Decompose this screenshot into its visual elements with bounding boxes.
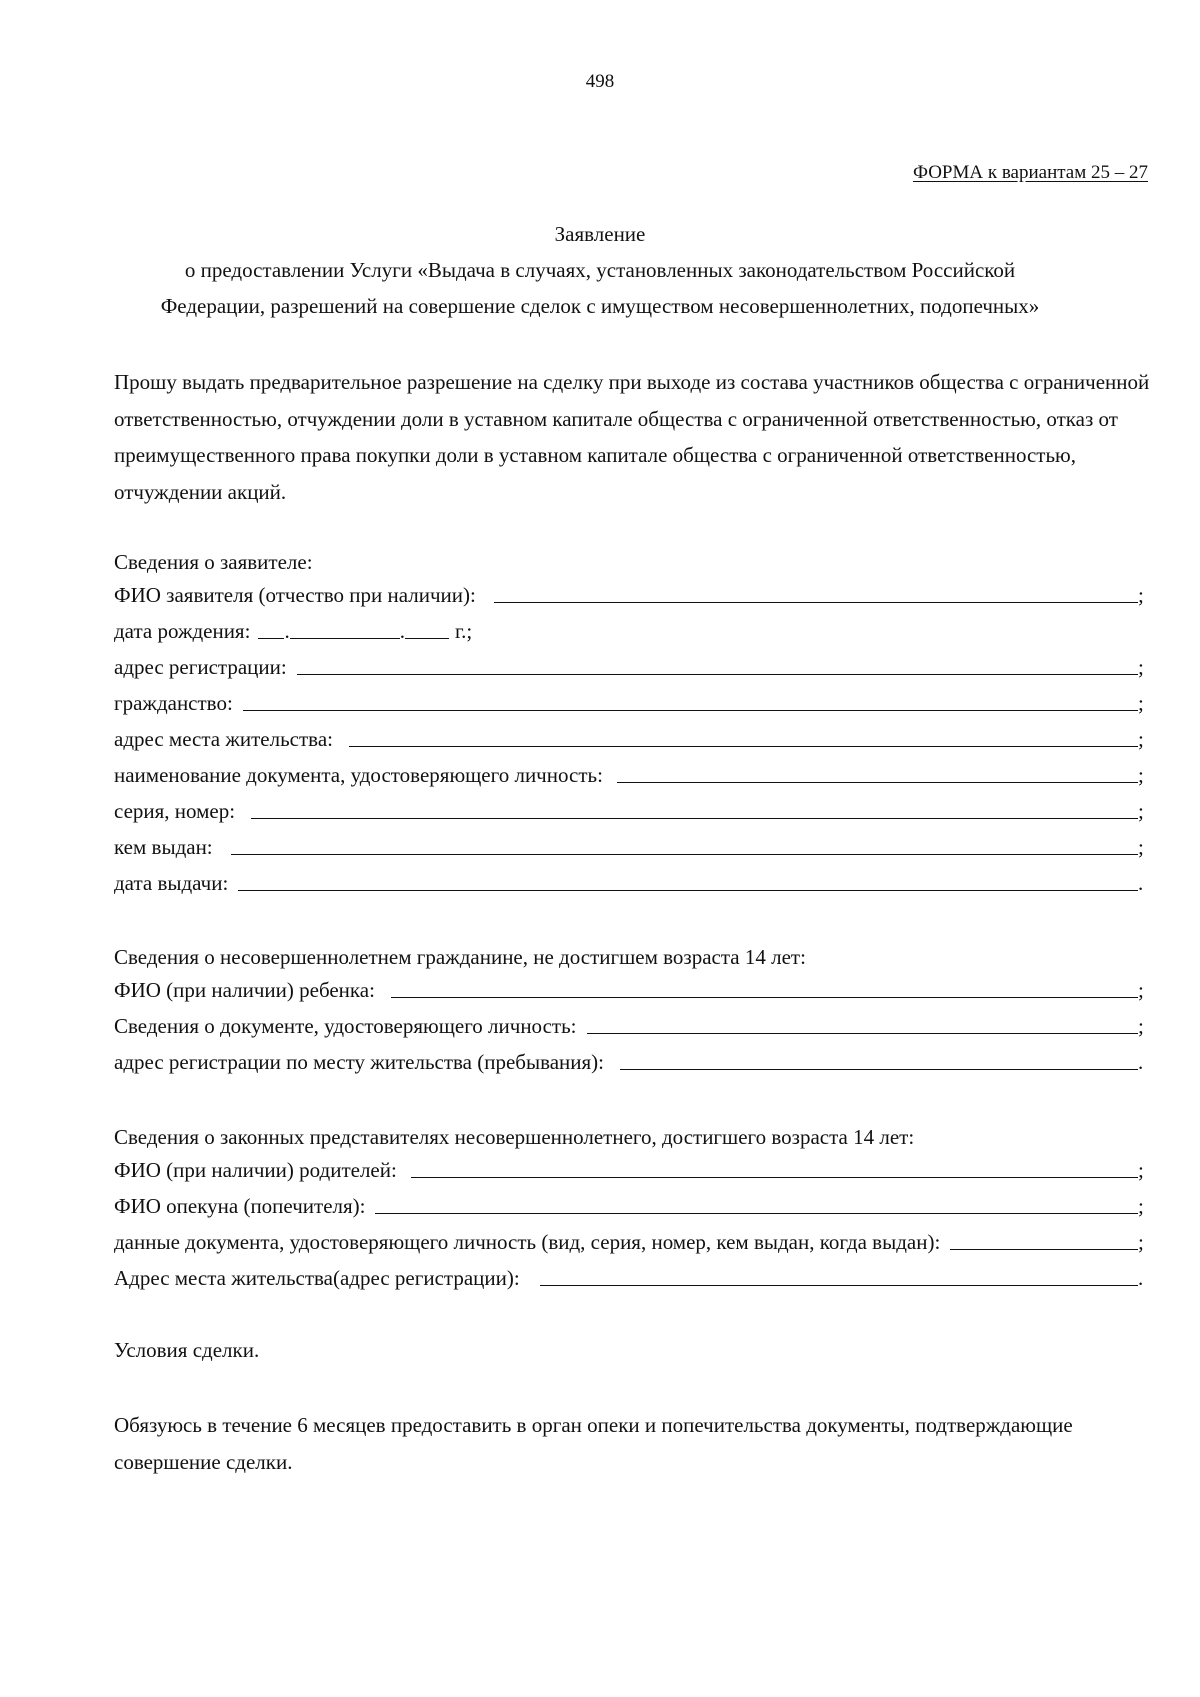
field-label: адрес регистрации: [114, 655, 287, 679]
request-paragraph: Прошу выдать предварительное разрешение на сделку при выходе из состава участников общества с ограниченной ответственностью, отчуждении доли в уставном капитале общества с ограниченной ответственностью, отказ от преимущественного права покупки доли в уставном капитале общества с ограниченной ответственностью, отчуждении акций. [114, 370, 1150, 504]
registration-address-input[interactable] [297, 650, 1138, 675]
field-label: ФИО опекуна (попечителя): [114, 1194, 366, 1218]
field-label: дата выдачи: [114, 871, 229, 895]
parents-name-field[interactable]: ФИО (при наличии) родителей: ; [114, 1153, 1148, 1183]
guardian-name-field[interactable]: ФИО опекуна (попечителя): ; [114, 1189, 1148, 1219]
child-name-input[interactable] [391, 973, 1138, 998]
applicant-residence-field[interactable]: адрес места жительства: ; [114, 722, 1148, 752]
deal-conditions: Условия сделки. [114, 1338, 260, 1362]
residence-address-input[interactable] [349, 722, 1138, 747]
representative-address-input[interactable] [540, 1261, 1138, 1286]
form-reference: ФОРМА к вариантам 25 – 27 [912, 162, 1148, 183]
applicant-issued-by-field[interactable]: кем выдан: ; [114, 830, 1148, 860]
applicant-name-input[interactable] [494, 578, 1138, 603]
citizenship-input[interactable] [243, 686, 1138, 711]
document-title: Заявление [554, 222, 646, 246]
field-label: адрес регистрации по месту жительства (пребывания): [114, 1050, 605, 1074]
child-registration-input[interactable] [620, 1045, 1138, 1070]
child-document-field[interactable]: Сведения о документе, удостоверяющего личность: ; [114, 1009, 1148, 1039]
field-label: данные документа, удостоверяющего личность (вид, серия, номер, кем выдан, когда выдан): [114, 1230, 941, 1254]
parents-name-input[interactable] [411, 1153, 1138, 1178]
minor-section-heading: Сведения о несовершеннолетнем гражданине, не достигшем возраста 14 лет: [114, 945, 806, 969]
child-registration-field[interactable]: адрес регистрации по месту жительства (пребывания): . [114, 1045, 1148, 1075]
series-number-input[interactable] [251, 794, 1138, 819]
field-label: дата рождения: [114, 619, 251, 643]
child-document-input[interactable] [587, 1009, 1139, 1034]
guardian-name-input[interactable] [375, 1189, 1138, 1214]
representative-document-input[interactable] [950, 1225, 1138, 1250]
document-subtitle-line-1: о предоставлении Услуги «Выдача в случаях, установленных законодательством Российской [184, 258, 1016, 282]
applicant-id-document-field[interactable]: наименование документа, удостоверяющего личность: ; [114, 758, 1148, 788]
document-subtitle-line-2: Федерации, разрешений на совершение сделок с имуществом несовершеннолетних, подопечных» [160, 294, 1040, 318]
dob-month-input[interactable] [290, 614, 400, 639]
field-label: адрес места жительства: [114, 727, 333, 751]
applicant-section-heading: Сведения о заявителе: [114, 550, 313, 574]
dob-year-input[interactable] [405, 614, 449, 639]
field-label: наименование документа, удостоверяющего личность: [114, 763, 603, 787]
issue-date-input[interactable] [238, 866, 1138, 891]
field-label: Сведения о документе, удостоверяющего личность: [114, 1014, 577, 1038]
field-label: гражданство: [114, 691, 233, 715]
applicant-issue-date-field[interactable]: дата выдачи: . [114, 866, 1148, 896]
representative-document-field[interactable]: данные документа, удостоверяющего личность (вид, серия, номер, кем выдан, когда выдан): ; [114, 1225, 1148, 1255]
field-label: Адрес места жительства(адрес регистрации): [114, 1266, 520, 1290]
applicant-series-number-field[interactable]: серия, номер: ; [114, 794, 1148, 824]
id-document-input[interactable] [617, 758, 1138, 783]
applicant-registration-field[interactable]: адрес регистрации: ; [114, 650, 1148, 680]
applicant-citizenship-field[interactable]: гражданство: ; [114, 686, 1148, 716]
field-label: ФИО заявителя (отчество при наличии): [114, 583, 476, 607]
field-label: серия, номер: [114, 799, 236, 823]
field-label: кем выдан: [114, 835, 213, 859]
representative-address-field[interactable]: Адрес места жительства(адрес регистрации): . [114, 1261, 1148, 1291]
applicant-dob-field[interactable]: дата рождения: . . г.; [114, 614, 472, 644]
dob-day-input[interactable] [258, 614, 284, 639]
field-label: ФИО (при наличии) ребенка: [114, 978, 375, 1002]
page-number: 498 [585, 71, 615, 92]
issued-by-input[interactable] [231, 830, 1138, 855]
representatives-section-heading: Сведения о законных представителях несовершеннолетнего, достигшего возраста 14 лет: [114, 1125, 915, 1149]
field-label: ФИО (при наличии) родителей: [114, 1158, 397, 1182]
obligation-paragraph: Обязуюсь в течение 6 месяцев предоставить в орган опеки и попечительства документы, подтверждающие совершение сделки. [114, 1413, 1073, 1474]
child-name-field[interactable]: ФИО (при наличии) ребенка: ; [114, 973, 1148, 1003]
applicant-name-field[interactable]: ФИО заявителя (отчество при наличии): ; [114, 578, 1148, 608]
